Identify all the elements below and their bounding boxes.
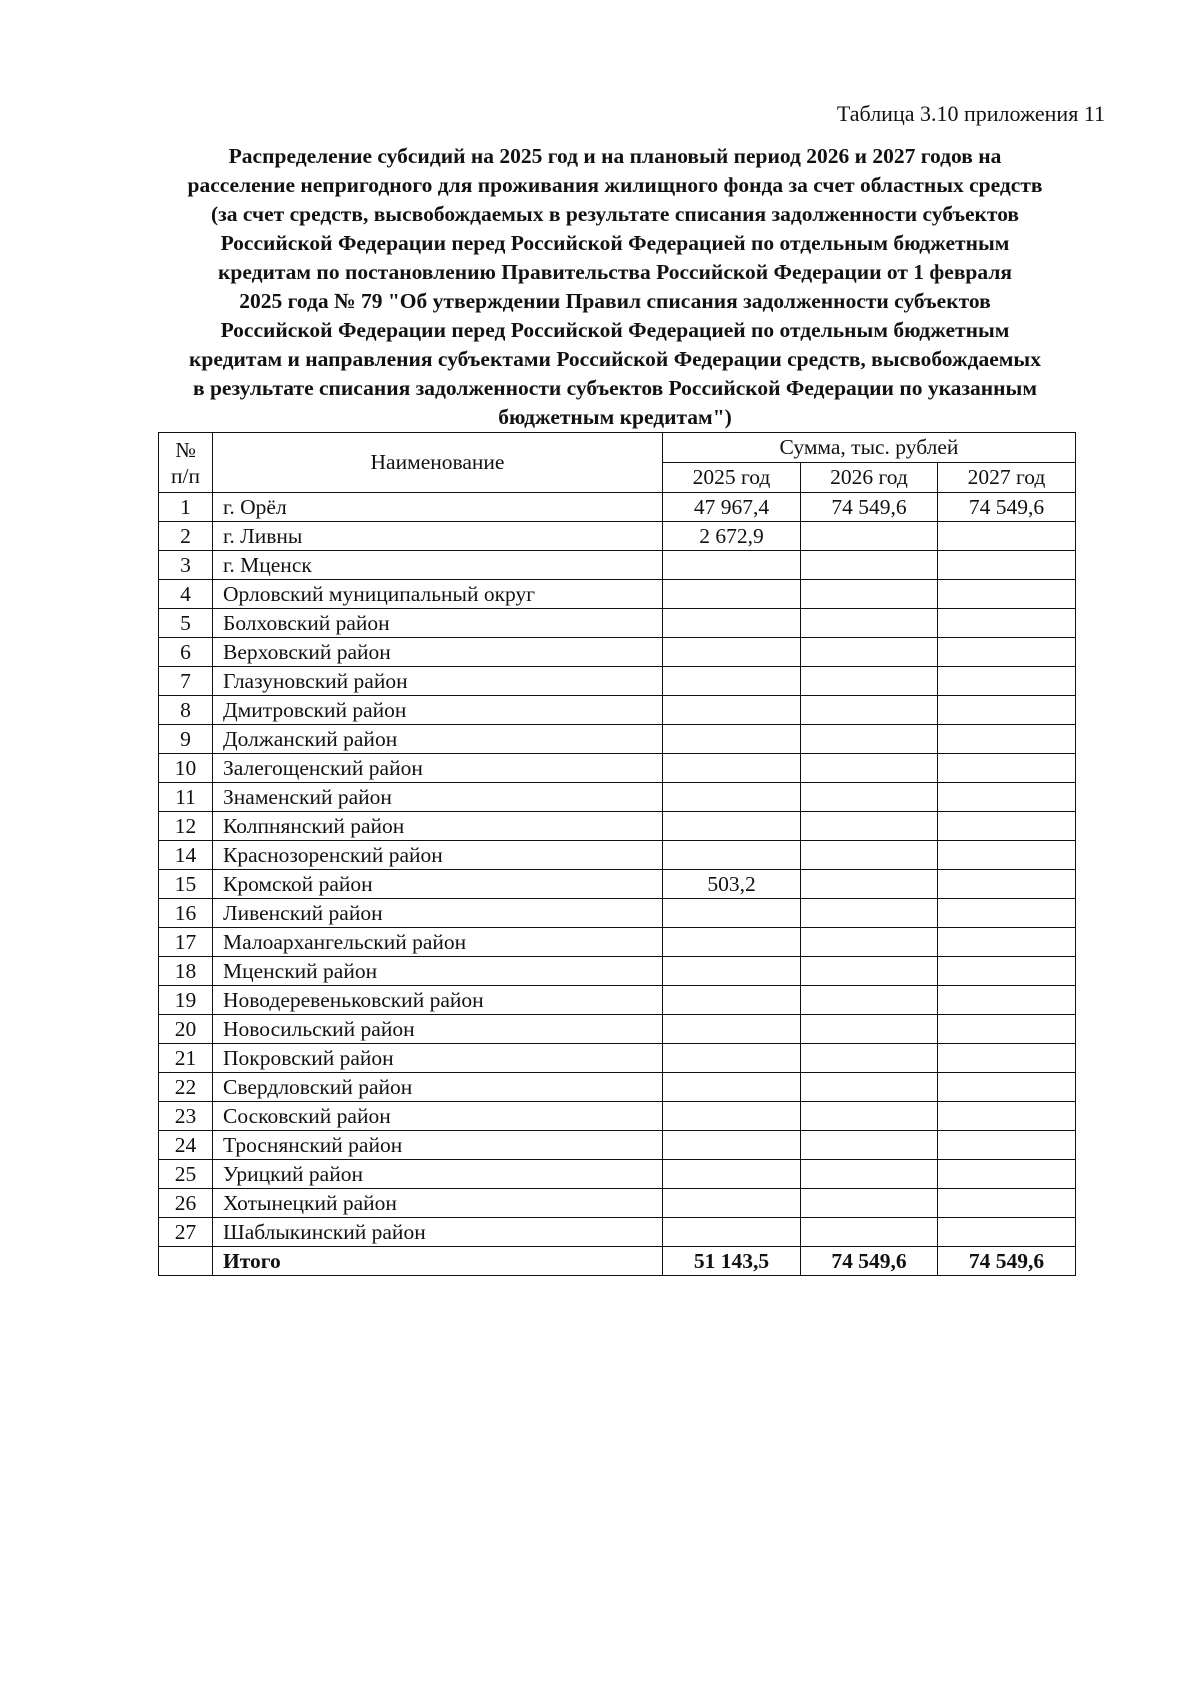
- row-value-2027: 74 549,6: [938, 493, 1076, 522]
- row-value-2027: [938, 1189, 1076, 1218]
- row-number: 16: [159, 899, 213, 928]
- row-value-2027: [938, 1160, 1076, 1189]
- row-value-2027: [938, 928, 1076, 957]
- total-2025: 51 143,5: [663, 1247, 801, 1276]
- row-name: Залегощенский район: [213, 754, 663, 783]
- title-line: в результате списания задолженности субъектов Российской Федерации по указанным: [192, 376, 1037, 400]
- row-name: Должанский район: [213, 725, 663, 754]
- row-value-2026: [801, 870, 938, 899]
- table-row: [159, 783, 1076, 812]
- row-value-2027: [938, 783, 1076, 812]
- row-value-2027: [938, 899, 1076, 928]
- row-name: Хотынецкий район: [213, 1189, 663, 1218]
- row-value-2026: [801, 696, 938, 725]
- row-name: Знаменский район: [213, 783, 663, 812]
- row-value-2027: [938, 957, 1076, 986]
- header-year-2027: 2027 год: [938, 463, 1076, 493]
- row-value-2026: [801, 1131, 938, 1160]
- row-number: 27: [159, 1218, 213, 1247]
- header-sum: Сумма, тыс. рублей: [663, 433, 1076, 463]
- table-row: [159, 1160, 1076, 1189]
- row-number: 5: [159, 609, 213, 638]
- row-number: 8: [159, 696, 213, 725]
- row-number: 19: [159, 986, 213, 1015]
- total-2027: 74 549,6: [938, 1247, 1076, 1276]
- row-number: 9: [159, 725, 213, 754]
- total-row: [159, 1247, 1076, 1276]
- row-name: Малоархангельский район: [213, 928, 663, 957]
- table-row: [159, 1044, 1076, 1073]
- table-row: [159, 638, 1076, 667]
- row-value-2025: [663, 957, 801, 986]
- row-value-2025: [663, 638, 801, 667]
- table-caption: Таблица 3.10 приложения 11: [836, 101, 1105, 126]
- row-value-2025: [663, 725, 801, 754]
- row-name: Колпнянский район: [213, 812, 663, 841]
- row-number: 11: [159, 783, 213, 812]
- row-value-2027: [938, 551, 1076, 580]
- row-number: 14: [159, 841, 213, 870]
- row-number: 22: [159, 1073, 213, 1102]
- table-row: [159, 609, 1076, 638]
- row-value-2027: [938, 841, 1076, 870]
- header-name: Наименование: [213, 433, 663, 493]
- row-number: 20: [159, 1015, 213, 1044]
- table-body: [159, 493, 1076, 1247]
- row-value-2026: [801, 609, 938, 638]
- table-row: [159, 986, 1076, 1015]
- row-name: Ливенский район: [213, 899, 663, 928]
- header-number-abbr: п/п: [171, 463, 200, 488]
- row-value-2027: [938, 1073, 1076, 1102]
- row-value-2025: [663, 667, 801, 696]
- row-value-2025: [663, 783, 801, 812]
- row-value-2026: [801, 812, 938, 841]
- row-number: 12: [159, 812, 213, 841]
- row-number: 21: [159, 1044, 213, 1073]
- row-value-2026: [801, 899, 938, 928]
- row-value-2025: [663, 986, 801, 1015]
- table-row: [159, 812, 1076, 841]
- title-line: кредитам и направления субъектами Российской Федерации средств, высвобождаемых: [189, 347, 1041, 371]
- row-value-2027: [938, 1218, 1076, 1247]
- row-number: 7: [159, 667, 213, 696]
- row-value-2025: [663, 1218, 801, 1247]
- row-value-2025: [663, 609, 801, 638]
- row-value-2026: [801, 1160, 938, 1189]
- row-number: 10: [159, 754, 213, 783]
- row-number: 1: [159, 493, 213, 522]
- header-number-symbol: №: [175, 437, 196, 462]
- row-number: 23: [159, 1102, 213, 1131]
- row-value-2025: [663, 1102, 801, 1131]
- row-name: Верховский район: [213, 638, 663, 667]
- table-row: [159, 1218, 1076, 1247]
- row-value-2025: [663, 1044, 801, 1073]
- table-row: [159, 1073, 1076, 1102]
- header-year-2025: 2025 год: [663, 463, 801, 493]
- row-value-2026: [801, 754, 938, 783]
- row-value-2026: 74 549,6: [801, 493, 938, 522]
- row-value-2027: [938, 754, 1076, 783]
- row-name: г. Ливны: [213, 522, 663, 551]
- table-header-row: [159, 433, 1076, 463]
- table-row: [159, 1131, 1076, 1160]
- row-name: г. Орёл: [213, 493, 663, 522]
- row-value-2026: [801, 1102, 938, 1131]
- row-value-2025: [663, 812, 801, 841]
- row-number: 18: [159, 957, 213, 986]
- row-value-2027: [938, 638, 1076, 667]
- table-row: [159, 899, 1076, 928]
- row-value-2027: [938, 986, 1076, 1015]
- row-number: 4: [159, 580, 213, 609]
- row-value-2027: [938, 1015, 1076, 1044]
- row-number: 24: [159, 1131, 213, 1160]
- row-number: 25: [159, 1160, 213, 1189]
- row-name: Краснозоренский район: [213, 841, 663, 870]
- row-value-2025: [663, 899, 801, 928]
- row-value-2026: [801, 1044, 938, 1073]
- row-value-2027: [938, 1102, 1076, 1131]
- row-number: 6: [159, 638, 213, 667]
- row-value-2026: [801, 667, 938, 696]
- row-value-2026: [801, 725, 938, 754]
- row-value-2027: [938, 1131, 1076, 1160]
- row-name: Болховский район: [213, 609, 663, 638]
- row-name: Новосильский район: [213, 1015, 663, 1044]
- table-row: [159, 725, 1076, 754]
- row-value-2026: [801, 580, 938, 609]
- row-value-2025: 2 672,9: [663, 522, 801, 551]
- row-value-2026: [801, 1015, 938, 1044]
- row-name: Орловский муниципальный округ: [213, 580, 663, 609]
- title-line: (за счет средств, высвобождаемых в результате списания задолженности субъектов: [210, 202, 1020, 226]
- row-value-2027: [938, 870, 1076, 899]
- title-line: 2025 года № 79 "Об утверждении Правил списания задолженности субъектов: [239, 289, 991, 313]
- total-label: Итого: [213, 1247, 663, 1276]
- row-value-2027: [938, 522, 1076, 551]
- row-value-2025: [663, 551, 801, 580]
- row-name: Троснянский район: [213, 1131, 663, 1160]
- row-value-2027: [938, 609, 1076, 638]
- table-row: [159, 754, 1076, 783]
- title-line: расселение непригодного для проживания жилищного фонда за счет областных средств: [187, 173, 1043, 197]
- row-value-2027: [938, 1044, 1076, 1073]
- row-value-2026: [801, 957, 938, 986]
- row-value-2025: [663, 580, 801, 609]
- row-number: 15: [159, 870, 213, 899]
- row-value-2026: [801, 986, 938, 1015]
- header-number: [159, 433, 213, 493]
- row-name: Глазуновский район: [213, 667, 663, 696]
- row-value-2025: [663, 1015, 801, 1044]
- row-value-2026: [801, 841, 938, 870]
- table-row: [159, 493, 1076, 522]
- title-line: Распределение субсидий на 2025 год и на плановый период 2026 и 2027 годов на: [228, 144, 1002, 168]
- table-row: [159, 870, 1076, 899]
- row-value-2026: [801, 522, 938, 551]
- row-value-2027: [938, 812, 1076, 841]
- table-row: [159, 551, 1076, 580]
- total-number-cell: [159, 1247, 213, 1276]
- row-name: Кромской район: [213, 870, 663, 899]
- table-row: [159, 841, 1076, 870]
- row-value-2025: [663, 1073, 801, 1102]
- document-title: [130, 142, 1100, 432]
- row-value-2025: 503,2: [663, 870, 801, 899]
- table-row: [159, 957, 1076, 986]
- row-value-2026: [801, 638, 938, 667]
- row-value-2027: [938, 696, 1076, 725]
- row-name: Свердловский район: [213, 1073, 663, 1102]
- row-value-2026: [801, 551, 938, 580]
- row-number: 2: [159, 522, 213, 551]
- row-value-2027: [938, 667, 1076, 696]
- row-name: Новодеревеньковский район: [213, 986, 663, 1015]
- row-name: Шаблыкинский район: [213, 1218, 663, 1247]
- row-number: 3: [159, 551, 213, 580]
- table-row: [159, 580, 1076, 609]
- row-value-2025: [663, 1160, 801, 1189]
- table-row: [159, 928, 1076, 957]
- table-row: [159, 696, 1076, 725]
- row-value-2025: [663, 1131, 801, 1160]
- row-number: 26: [159, 1189, 213, 1218]
- row-value-2026: [801, 1073, 938, 1102]
- title-line: Российской Федерации перед Российской Федерацией по отдельным бюджетным: [220, 231, 1010, 255]
- row-name: Сосковский район: [213, 1102, 663, 1131]
- row-value-2027: [938, 580, 1076, 609]
- table-row: [159, 1189, 1076, 1218]
- row-value-2025: [663, 696, 801, 725]
- table-row: [159, 522, 1076, 551]
- row-value-2025: [663, 1189, 801, 1218]
- title-line: Российской Федерации перед Российской Федерацией по отдельным бюджетным: [220, 318, 1010, 342]
- subsidy-table: [158, 432, 1076, 1276]
- total-2026: 74 549,6: [801, 1247, 938, 1276]
- table-row: [159, 667, 1076, 696]
- table-row: [159, 1015, 1076, 1044]
- table-row: [159, 1102, 1076, 1131]
- row-value-2027: [938, 725, 1076, 754]
- row-name: Мценский район: [213, 957, 663, 986]
- row-name: г. Мценск: [213, 551, 663, 580]
- row-value-2026: [801, 783, 938, 812]
- row-number: 17: [159, 928, 213, 957]
- row-name: Покровский район: [213, 1044, 663, 1073]
- row-name: Урицкий район: [213, 1160, 663, 1189]
- row-value-2025: [663, 928, 801, 957]
- row-value-2026: [801, 1218, 938, 1247]
- row-value-2026: [801, 1189, 938, 1218]
- title-line: бюджетным кредитам"): [498, 405, 732, 429]
- row-value-2025: [663, 754, 801, 783]
- row-value-2025: [663, 841, 801, 870]
- row-name: Дмитровский район: [213, 696, 663, 725]
- title-line: кредитам по постановлению Правительства Российской Федерации от 1 февраля: [217, 260, 1013, 284]
- row-value-2026: [801, 928, 938, 957]
- row-value-2025: 47 967,4: [663, 493, 801, 522]
- header-year-2026: 2026 год: [801, 463, 938, 493]
